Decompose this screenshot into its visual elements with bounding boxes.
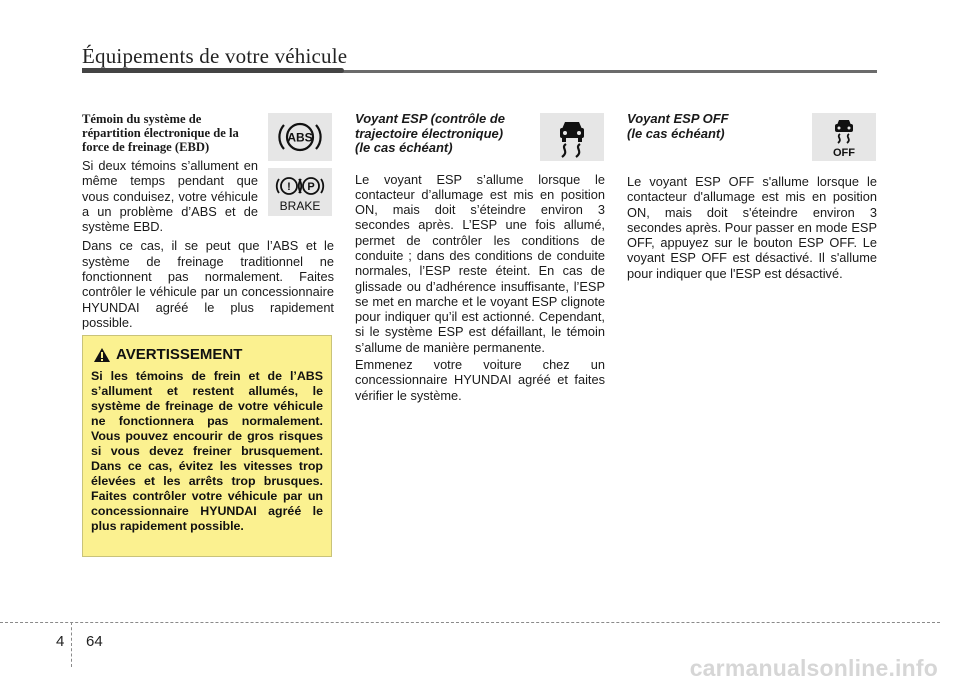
esp-heading-line-1: Voyant ESP (contrôle de [355, 111, 506, 126]
esp-paragraph-1: Le voyant ESP s’allume lorsque le contacteur d’allumage est mis en position ON, mais doit s’éteindre environ 3 secondes après. L’ESP une fois allumé, permet de contrôler les conditions de conduite ; dans des conditions de conduite normales, l’ESP reste éteint. En cas de glissade ou d’adhérence insuffisante, l’ESP se met en marche et le voyant ESP clignote pour indiquer qu’il est actionné. Cependant, si le système ESP est défaillant, le témoin s’allume de manière permanente. [355, 171, 605, 355]
warning-title: AVERTISSEMENT [116, 346, 243, 363]
esp-heading-line-2: trajectoire électronique) [355, 125, 504, 141]
chapter-number: 4 [56, 633, 65, 650]
footer-rule [0, 622, 940, 623]
esp-off-paragraph-1: Le voyant ESP OFF s'allume lorsque le contacteur d'allumage est mis en position ON, mais doit s'éteindre environ 3 secondes après. Pour passer en mode ESP OFF, appuyez sur le bouton ESP OFF. Le voyant ESP OFF est désactivé. Il s'allume pour indiquer que l'ESP est désactivé. [627, 174, 877, 281]
brake-icon-label: BRAKE [279, 199, 321, 213]
warning-triangle-icon [93, 347, 111, 363]
esp-off-icon [812, 113, 876, 161]
abs-warning-icon [268, 113, 332, 161]
warning-title-row [93, 346, 323, 363]
esp-heading-line-3: (le cas échéant) [355, 140, 453, 155]
watermark: carmanualsonline.info [689, 655, 938, 681]
footer-divider [71, 622, 72, 667]
esp-off-heading-line-2: (le cas échéant) [627, 125, 725, 141]
warning-box [82, 335, 332, 557]
ebd-paragraph-1: Si deux témoins s’allument en même temps pendant que vous conduisez, votre véhicule a un problème d’ABS et de système EBD. [82, 158, 258, 235]
ebd-paragraph-2: Dans ce cas, il se peut que l’ABS et le système de freinage traditionnel ne fonctionnent pas normalement. Faites contrôler le véhicule par un concessionnaire HYUNDAI agréé le plus rapidement possible. [82, 238, 334, 330]
header-rule-accent [82, 68, 344, 73]
esp-heading [355, 112, 535, 156]
esp-off-heading [627, 112, 807, 141]
abs-icon-label: ABS [287, 130, 313, 145]
brake-parking-symbol: P [307, 181, 315, 193]
brake-warning-icon [268, 168, 332, 216]
esp-off-icon-label: OFF [833, 147, 855, 159]
page-number: 64 [86, 633, 103, 650]
ebd-heading: Témoin du système de répartition électronique de la force de freinage (EBD) [82, 112, 239, 154]
esp-off-heading-line-1: Voyant ESP OFF [627, 111, 729, 126]
brake-exclamation-symbol: ! [287, 181, 291, 193]
esp-skid-car-icon [540, 113, 604, 161]
page-header-title: Équipements de votre véhicule [82, 44, 348, 68]
esp-paragraph-2: Emmenez votre voiture chez un concessionnaire HYUNDAI agréé et faites vérifier le système. [355, 357, 605, 403]
warning-text: Si les témoins de frein et de l’ABS s’allument et restent allumés, le système de freinage de votre véhicule ne fonctionnera pas normalement. Vous pouvez encourir de gros risques si vous devez freiner brusquement. Dans ce cas, évitez les vitesses trop élevées et les arrêts trop brusques. Faites contrôler votre véhicule par un concessionnaire HYUNDAI agréé le plus rapidement possible. [91, 369, 323, 533]
